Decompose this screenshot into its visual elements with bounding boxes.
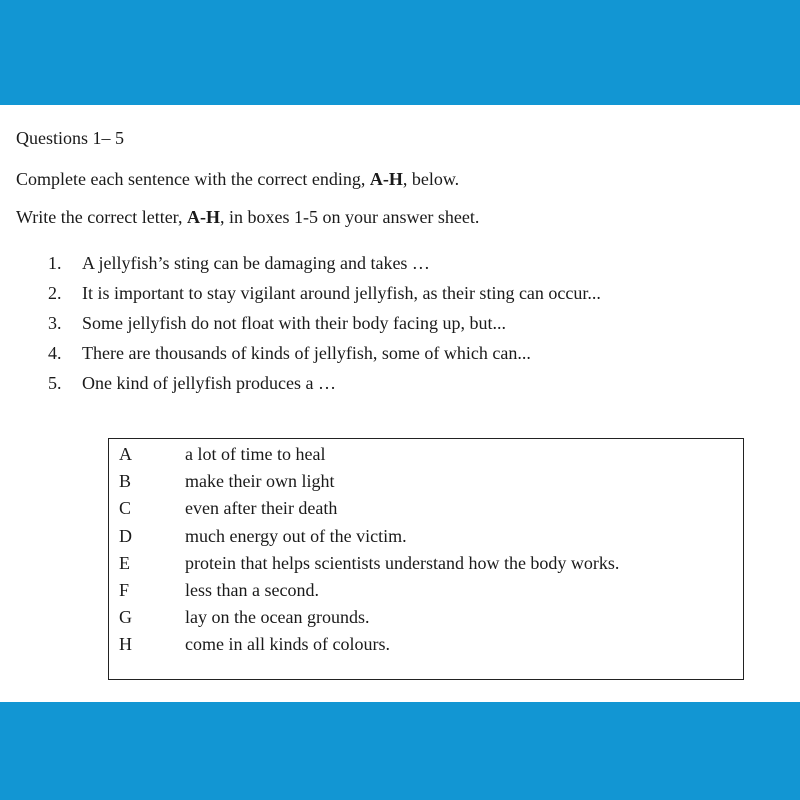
- bottom-banner: [0, 702, 800, 800]
- ending-item: [119, 468, 619, 495]
- section-heading: Questions 1– 5: [16, 128, 124, 148]
- ending-text: a lot of time to heal: [185, 444, 326, 464]
- ending-text: lay on the ocean grounds.: [185, 607, 370, 628]
- question-item: [48, 278, 601, 308]
- question-number: 3.: [48, 313, 62, 333]
- instruction-1-text: Complete each sentence with the correct ending,: [16, 169, 370, 189]
- question-text: One kind of jellyfish produces a …: [82, 373, 336, 393]
- ending-letter: B: [119, 471, 132, 492]
- question-item: [48, 248, 601, 278]
- question-text: A jellyfish’s sting can be damaging and takes …: [82, 253, 430, 273]
- question-text: Some jellyfish do not float with their body facing up, but...: [82, 313, 506, 333]
- ending-item: [119, 523, 619, 550]
- instruction-1-tail: , below.: [402, 169, 460, 189]
- ending-letter: F: [119, 579, 130, 600]
- question-number: 1.: [48, 253, 62, 273]
- endings-box: [108, 438, 744, 680]
- ending-item: [119, 441, 619, 468]
- question-list: [48, 248, 601, 398]
- question-item: [48, 338, 601, 368]
- question-text: It is important to stay vigilant around jellyfish, as their sting can occur...: [82, 283, 601, 303]
- ending-text: much energy out of the victim.: [185, 525, 407, 546]
- ending-text: protein that helps scientists understand how the body works.: [185, 552, 620, 573]
- ending-item: [119, 604, 619, 631]
- question-item: [48, 368, 601, 398]
- ending-letter: C: [119, 498, 132, 519]
- instruction-2-tail: , in boxes 1-5 on your answer sheet.: [219, 207, 480, 227]
- endings-list: [119, 441, 619, 659]
- ending-text: make their own light: [185, 471, 335, 492]
- ending-letter: A: [119, 444, 132, 464]
- instruction-line-2: [16, 207, 479, 228]
- question-number: 2.: [48, 283, 62, 303]
- ending-text: even after their death: [185, 498, 338, 519]
- question-number: 5.: [48, 373, 62, 393]
- question-sheet: [0, 105, 800, 702]
- ending-text: less than a second.: [185, 579, 319, 600]
- ending-item: [119, 577, 619, 604]
- instruction-2-text: Write the correct letter,: [16, 207, 187, 227]
- ending-item: [119, 631, 619, 658]
- ending-letter: H: [119, 634, 132, 655]
- ending-letter: E: [119, 552, 130, 573]
- question-text: There are thousands of kinds of jellyfish, some of which can...: [82, 343, 531, 363]
- instruction-2-range: A-H: [186, 207, 220, 227]
- top-banner: [0, 0, 800, 105]
- question-item: [48, 308, 601, 338]
- ending-item: [119, 550, 619, 577]
- instruction-1-range: A-H: [369, 169, 403, 189]
- ending-text: come in all kinds of colours.: [185, 634, 390, 655]
- ending-item: [119, 495, 619, 522]
- ending-letter: G: [119, 607, 132, 628]
- ending-letter: D: [119, 525, 132, 546]
- question-number: 4.: [48, 343, 62, 363]
- instruction-line-1: [16, 169, 459, 190]
